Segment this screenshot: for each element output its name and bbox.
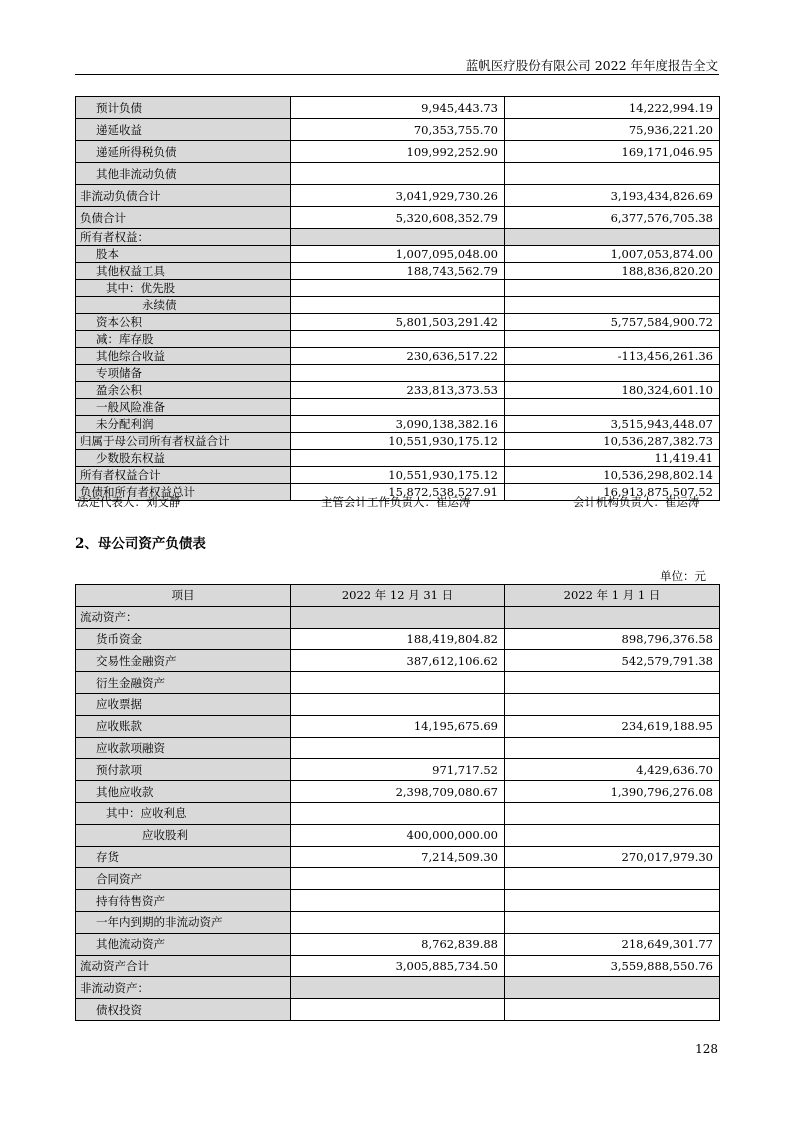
value-prior: 234,619,188.95 <box>505 715 720 737</box>
value-prior: 1,007,053,874.00 <box>505 246 720 263</box>
value-current <box>291 693 505 715</box>
row-label: 预计负债 <box>76 97 291 119</box>
value-current <box>291 450 505 467</box>
value-prior <box>505 802 720 824</box>
table-row <box>76 331 720 348</box>
value-prior: 898,796,376.58 <box>505 628 720 650</box>
value-prior <box>505 399 720 416</box>
row-label: 货币资金 <box>76 628 291 650</box>
table-row <box>76 672 720 694</box>
value-prior <box>505 163 720 185</box>
table-row <box>76 890 720 912</box>
row-label: 减：库存股 <box>76 331 291 348</box>
row-label: 负债和所有者权益总计 <box>76 484 291 501</box>
table-row <box>76 314 720 331</box>
row-label: 债权投资 <box>76 999 291 1021</box>
table-row <box>76 955 720 977</box>
table-row <box>76 119 720 141</box>
table-row <box>76 628 720 650</box>
value-current: 15,872,538,527.91 <box>291 484 505 501</box>
value-current <box>291 868 505 890</box>
table-row <box>76 348 720 365</box>
row-label: 一般风险准备 <box>76 399 291 416</box>
value-current: 3,090,138,382.16 <box>291 416 505 433</box>
value-current: 109,992,252.90 <box>291 141 505 163</box>
row-label: 专项储备 <box>76 365 291 382</box>
value-prior: 6,377,576,705.38 <box>505 207 720 229</box>
table-header-row <box>76 585 720 607</box>
header-item: 项目 <box>76 585 291 607</box>
value-prior: 3,193,434,826.69 <box>505 185 720 207</box>
value-current <box>291 365 505 382</box>
value-current: 9,945,443.73 <box>291 97 505 119</box>
table-row <box>76 141 720 163</box>
table-row <box>76 399 720 416</box>
signature-line <box>75 494 719 510</box>
value-prior <box>505 824 720 846</box>
value-current: 3,041,929,730.26 <box>291 185 505 207</box>
row-label: 非流动负债合计 <box>76 185 291 207</box>
value-prior: 3,515,943,448.07 <box>505 416 720 433</box>
value-prior: 218,649,301.77 <box>505 933 720 955</box>
table-row <box>76 229 720 246</box>
table-row <box>76 846 720 868</box>
header-date-end: 2022 年 12 月 31 日 <box>291 585 505 607</box>
value-current: 3,005,885,734.50 <box>291 955 505 977</box>
value-prior: 11,419.41 <box>505 450 720 467</box>
value-prior <box>505 868 720 890</box>
table-row <box>76 297 720 314</box>
value-current: 387,612,106.62 <box>291 650 505 672</box>
value-prior: 5,757,584,900.72 <box>505 314 720 331</box>
value-current: 400,000,000.00 <box>291 824 505 846</box>
row-label: 递延收益 <box>76 119 291 141</box>
table-row <box>76 382 720 399</box>
row-label: 盈余公积 <box>76 382 291 399</box>
row-label: 未分配利润 <box>76 416 291 433</box>
table-row <box>76 416 720 433</box>
value-current <box>291 399 505 416</box>
table-row <box>76 759 720 781</box>
value-prior: 180,324,601.10 <box>505 382 720 399</box>
row-label: 合同资产 <box>76 868 291 890</box>
table-row <box>76 737 720 759</box>
row-label: 递延所得税负债 <box>76 141 291 163</box>
header-date-start: 2022 年 1 月 1 日 <box>505 585 720 607</box>
row-label: 所有者权益合计 <box>76 467 291 484</box>
table-row <box>76 185 720 207</box>
value-current <box>291 297 505 314</box>
table-row <box>76 802 720 824</box>
report-header: 蓝帆医疗股份有限公司 2022 年年度报告全文 <box>465 58 718 73</box>
value-prior <box>505 280 720 297</box>
value-prior: 542,579,791.38 <box>505 650 720 672</box>
value-current <box>291 606 505 628</box>
value-current <box>291 890 505 912</box>
value-prior <box>505 911 720 933</box>
table-row <box>76 781 720 803</box>
value-current: 971,717.52 <box>291 759 505 781</box>
value-current: 5,801,503,291.42 <box>291 314 505 331</box>
table-row <box>76 467 720 484</box>
value-current <box>291 911 505 933</box>
table-row <box>76 650 720 672</box>
value-prior: 10,536,298,802.14 <box>505 467 720 484</box>
row-label: 预付款项 <box>76 759 291 781</box>
table-row <box>76 97 720 119</box>
table-row <box>76 868 720 890</box>
value-current: 2,398,709,080.67 <box>291 781 505 803</box>
value-prior: 270,017,979.30 <box>505 846 720 868</box>
row-label: 持有待售资产 <box>76 890 291 912</box>
row-label: 其他应收款 <box>76 781 291 803</box>
table-row <box>76 606 720 628</box>
value-current: 233,813,373.53 <box>291 382 505 399</box>
value-current <box>291 802 505 824</box>
value-prior: -113,456,261.36 <box>505 348 720 365</box>
row-label: 应收账款 <box>76 715 291 737</box>
row-label: 股本 <box>76 246 291 263</box>
row-label: 非流动资产： <box>76 977 291 999</box>
table-row <box>76 246 720 263</box>
value-current: 230,636,517.22 <box>291 348 505 365</box>
value-current <box>291 163 505 185</box>
table-row <box>76 433 720 450</box>
row-label: 资本公积 <box>76 314 291 331</box>
table-row <box>76 365 720 382</box>
row-label: 其他非流动负债 <box>76 163 291 185</box>
row-label: 其他综合收益 <box>76 348 291 365</box>
row-label: 应收票据 <box>76 693 291 715</box>
row-label: 永续债 <box>76 297 291 314</box>
table-row <box>76 824 720 846</box>
row-label: 其他流动资产 <box>76 933 291 955</box>
value-current <box>291 999 505 1021</box>
accounting-org-head: 会计机构负责人：崔运涛 <box>573 495 700 509</box>
value-prior <box>505 606 720 628</box>
value-current: 1,007,095,048.00 <box>291 246 505 263</box>
value-current: 188,743,562.79 <box>291 263 505 280</box>
accounting-head: 主管会计工作负责人：崔运涛 <box>321 495 471 509</box>
value-current <box>291 331 505 348</box>
row-label: 所有者权益： <box>76 229 291 246</box>
table-row <box>76 999 720 1021</box>
value-current: 7,214,509.30 <box>291 846 505 868</box>
value-prior <box>505 693 720 715</box>
row-label: 其他权益工具 <box>76 263 291 280</box>
value-prior <box>505 737 720 759</box>
value-current: 10,551,930,175.12 <box>291 467 505 484</box>
table-row <box>76 977 720 999</box>
value-prior <box>505 977 720 999</box>
row-label: 少数股东权益 <box>76 450 291 467</box>
legal-representative: 法定代表人：刘文静 <box>77 495 181 509</box>
row-label: 其中：优先股 <box>76 280 291 297</box>
value-current: 8,762,839.88 <box>291 933 505 955</box>
value-current <box>291 280 505 297</box>
row-label: 其中：应收利息 <box>76 802 291 824</box>
row-label: 一年内到期的非流动资产 <box>76 911 291 933</box>
table-row <box>76 263 720 280</box>
page-number: 128 <box>695 1042 718 1056</box>
consolidated-balance-sheet-table <box>75 96 720 501</box>
value-prior: 10,536,287,382.73 <box>505 433 720 450</box>
row-label: 归属于母公司所有者权益合计 <box>76 433 291 450</box>
table-row <box>76 715 720 737</box>
value-prior <box>505 229 720 246</box>
value-prior: 188,836,820.20 <box>505 263 720 280</box>
value-prior: 75,936,221.20 <box>505 119 720 141</box>
row-label: 应收股利 <box>76 824 291 846</box>
value-prior <box>505 999 720 1021</box>
value-prior: 4,429,636.70 <box>505 759 720 781</box>
row-label: 负债合计 <box>76 207 291 229</box>
value-prior <box>505 297 720 314</box>
table-row <box>76 163 720 185</box>
value-current <box>291 672 505 694</box>
value-current: 188,419,804.82 <box>291 628 505 650</box>
row-label: 衍生金融资产 <box>76 672 291 694</box>
value-current <box>291 977 505 999</box>
parent-balance-sheet-table <box>75 584 720 1021</box>
value-prior: 3,559,888,550.76 <box>505 955 720 977</box>
value-prior: 1,390,796,276.08 <box>505 781 720 803</box>
table-row <box>76 693 720 715</box>
value-current <box>291 737 505 759</box>
row-label: 流动资产： <box>76 606 291 628</box>
value-prior: 14,222,994.19 <box>505 97 720 119</box>
section-title: 2、母公司资产负债表 <box>75 536 206 552</box>
value-prior <box>505 331 720 348</box>
row-label: 流动资产合计 <box>76 955 291 977</box>
value-current: 14,195,675.69 <box>291 715 505 737</box>
value-prior <box>505 365 720 382</box>
value-current: 70,353,755.70 <box>291 119 505 141</box>
table-row <box>76 911 720 933</box>
table-row <box>76 450 720 467</box>
value-prior <box>505 672 720 694</box>
row-label: 交易性金融资产 <box>76 650 291 672</box>
value-current: 5,320,608,352.79 <box>291 207 505 229</box>
row-label: 存货 <box>76 846 291 868</box>
table-row <box>76 280 720 297</box>
value-current: 10,551,930,175.12 <box>291 433 505 450</box>
value-prior <box>505 890 720 912</box>
table-row <box>76 933 720 955</box>
value-current <box>291 229 505 246</box>
row-label: 应收款项融资 <box>76 737 291 759</box>
value-prior: 16,913,875,507.52 <box>505 484 720 501</box>
header-rule <box>75 74 719 75</box>
unit-label: 单位：元 <box>660 569 706 583</box>
table-row <box>76 207 720 229</box>
value-prior: 169,171,046.95 <box>505 141 720 163</box>
